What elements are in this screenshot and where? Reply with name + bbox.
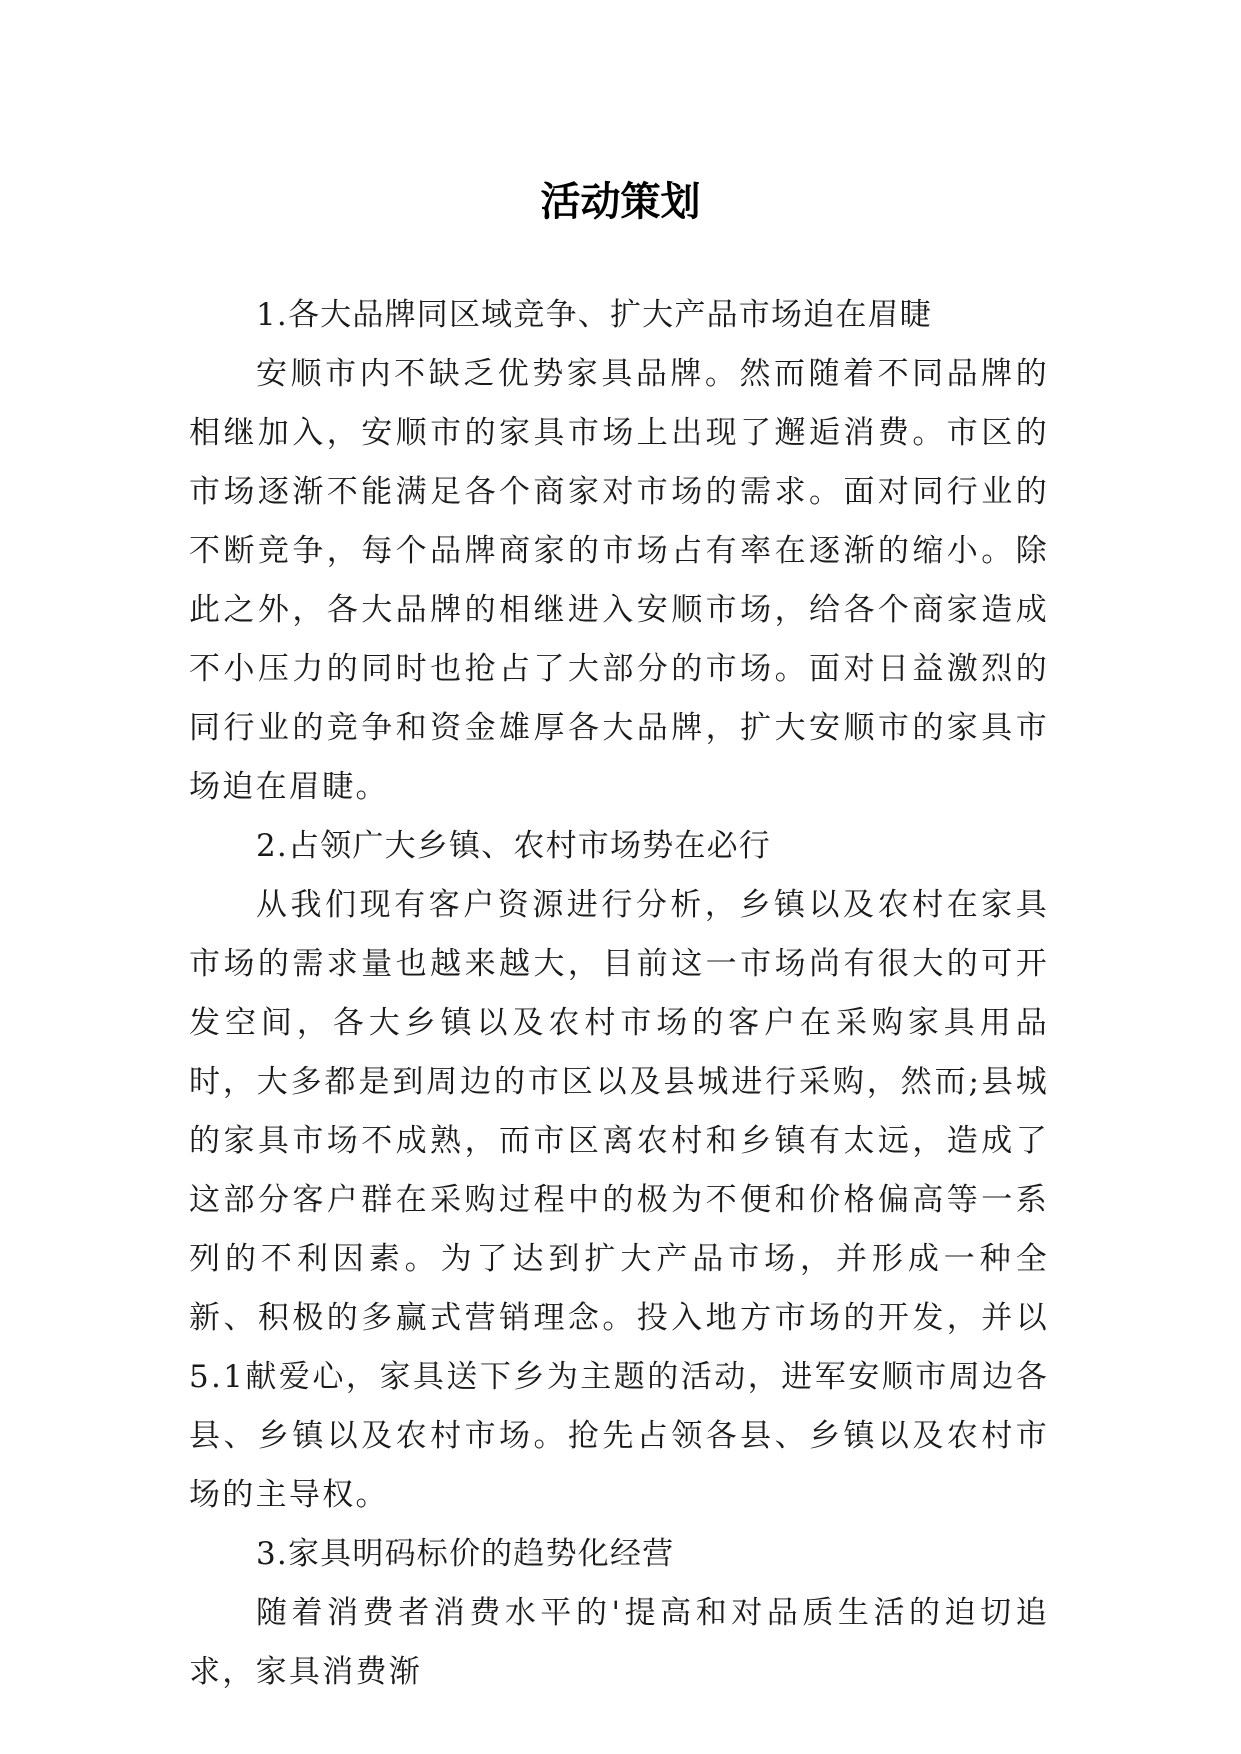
section-heading-2: 2.占领广大乡镇、农村市场势在必行 xyxy=(256,828,771,864)
page-title: 活动策划 xyxy=(540,178,701,225)
paragraph-3: 随着消费者消费水平的'提高和对品质生活的迫切追求，家具消费渐 xyxy=(189,1595,1049,1690)
section-heading-1: 1.各大品牌同区域竞争、扩大产品市场迫在眉睫 xyxy=(256,297,932,333)
section-heading-3: 3.家具明码标价的趋势化经营 xyxy=(256,1536,675,1572)
paragraph-1: 安顺市内不缺乏优势家具品牌。然而随着不同品牌的相继加入，安顺市的家具市场上出现了邂逅消费。市区的市场逐渐不能满足各个商家对市场的需求。面对同行业的不断竞争，每个品牌商家的市场占有率在逐渐的缩小。除此之外，各大品牌的相继进入安顺市场，给各个商家造成不小压力的同时也抢占了大部分的市场。面对日益激烈的同行业的竞争和资金雄厚各大品牌，扩大安顺市的家具市场迫在眉睫。 xyxy=(189,356,1049,805)
document-body xyxy=(189,286,1049,1702)
paragraph-2: 从我们现有客户资源进行分析，乡镇以及农村在家具市场的需求量也越来越大，目前这一市场尚有很大的可开发空间，各大乡镇以及农村市场的客户在采购家具用品时，大多都是到周边的市区以及县城进行采购，然而;县城的家具市场不成熟，而市区离农村和乡镇有太远，造成了这部分客户群在采购过程中的极为不便和价格偏高等一系列的不利因素。为了达到扩大产品市场，并形成一种全新、积极的多赢式营销理念。投入地方市场的开发，并以5.1献爱心，家具送下乡为主题的活动，进军安顺市周边各县、乡镇以及农村市场。抢先占领各县、乡镇以及农村市场的主导权。 xyxy=(189,887,1049,1513)
